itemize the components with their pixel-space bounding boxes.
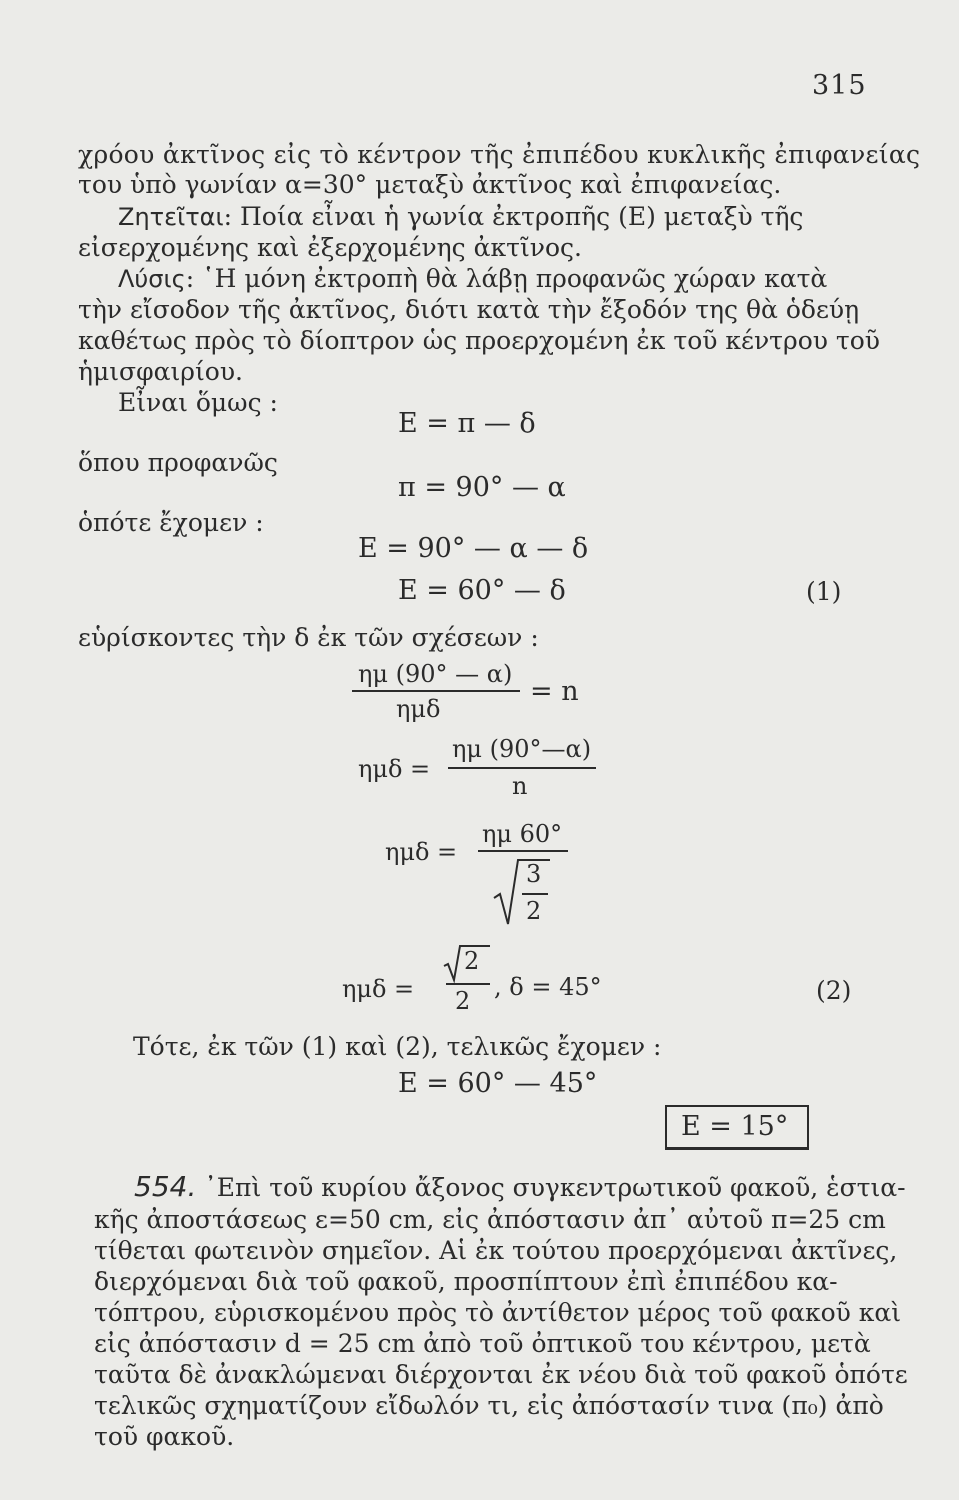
- frac3-lhs: ημδ =: [385, 838, 458, 866]
- frac1-denominator: ημδ: [396, 695, 441, 723]
- ztiteitai-text: : Ποία εἶναι ἡ γωνία ἐκτροπῆς (Ε) μεταξὺ τῆς: [223, 202, 804, 231]
- problem-number: 554.: [134, 1170, 197, 1203]
- equation-final: Ε = 60° — 45°: [398, 1068, 598, 1099]
- problem-line-5: τόπτρου, εὑρισκομένου πρὸς τὸ ἀντίθετον μέρος τοῦ φακοῦ καὶ: [94, 1298, 902, 1327]
- lysis-paragraph: [118, 264, 827, 294]
- frac1-numerator: ημ (90° — α): [358, 660, 513, 688]
- equation-pi: π = 90° — α: [398, 472, 566, 503]
- problem-line-2: κῆς ἀποστάσεως ε=50 cm, εἰς ἀπόστασιν ἀπ᾿ αὐτοῦ π=25 cm: [94, 1205, 886, 1234]
- lysis-heading: Λύσις: [118, 265, 186, 293]
- ztiteitai-heading: Ζητεῖται: [118, 203, 224, 231]
- equation-E-pi-delta: Ε = π — δ: [398, 408, 536, 439]
- lysis-text: : ῾Η μόνη ἐκτροπὴ θὰ λάβῃ προφανῶς χώραν κατὰ: [185, 264, 828, 293]
- frac4-bar: [446, 983, 490, 985]
- problem-line-9: τοῦ φακοῦ.: [94, 1422, 235, 1451]
- problem-line-3: τίθεται φωτεινὸν σημεῖον. Αἱ ἐκ τούτου προερχόμεναι ἀκτῖνες,: [94, 1236, 898, 1265]
- frac2-lhs: ημδ =: [358, 755, 431, 783]
- frac1-rhs: = n: [530, 676, 579, 707]
- result-box: [665, 1105, 809, 1150]
- lysis-line-3: ἡμισφαιρίου.: [78, 357, 243, 386]
- frac3-radical-numerator: 3: [526, 860, 542, 888]
- intro-line-1: χρόου ἀκτῖνος εἰς τὸ κέντρον τῆς ἐπιπέδου κυκλικῆς ἐπιφανείας: [78, 140, 921, 169]
- frac1-bar: [352, 690, 520, 692]
- opou-label: ὅπου προφανῶς: [78, 448, 278, 477]
- equation-E-60: Ε = 60° — δ: [398, 575, 566, 606]
- frac4-rhs: , δ = 45°: [494, 973, 602, 1001]
- opote-label: ὁπότε ἔχομεν :: [78, 508, 264, 537]
- problem-text-first: ᾿Επὶ τοῦ κυρίου ἄξονος συγκεντρωτικοῦ φακοῦ, ἑστια-: [204, 1173, 906, 1202]
- intro-line-2: του ὑπὸ γωνίαν α=30° μεταξὺ ἀκτῖνος καὶ ἐπιφανείας.: [78, 170, 782, 199]
- frac4-lhs: ημδ =: [342, 975, 415, 1003]
- frac2-denominator: n: [512, 772, 528, 800]
- einai-omos: Εἶναι ὅμως :: [118, 388, 278, 417]
- ztiteitai-line-2: εἰσερχομένης καὶ ἐξερχομένης ἀκτῖνος.: [78, 233, 582, 262]
- page-number: 315: [812, 70, 867, 101]
- heuriskontes-line: εὑρίσκοντες τὴν δ ἐκ τῶν σχέσεων :: [78, 623, 539, 652]
- tote-line: Τότε, ἐκ τῶν (1) καὶ (2), τελικῶς ἔχομεν :: [133, 1032, 662, 1061]
- frac3-radical-denominator: 2: [526, 897, 542, 925]
- equation-label-2: (2): [816, 976, 852, 1005]
- lysis-line-1: τὴν εἴσοδον τῆς ἀκτῖνος, διότι κατὰ τὴν ἔξοδόν της θὰ ὁδεύῃ: [78, 295, 860, 324]
- problem-line-8: τελικῶς σχηματίζουν εἴδωλόν τι, εἰς ἀπόστασίν τινα (π₀) ἀπὸ: [94, 1391, 884, 1420]
- result-value: Ε = 15°: [681, 1111, 789, 1142]
- lysis-line-2: καθέτως πρὸς τὸ δίοπτρον ὡς προερχομένη ἐκ τοῦ κέντρου τοῦ: [78, 326, 880, 355]
- frac4-denominator: 2: [455, 987, 471, 1015]
- ztiteitai-paragraph: [118, 202, 803, 232]
- problem-line-7: ταῦτα δὲ ἀνακλώμεναι διέρχονται ἐκ νέου διὰ τοῦ φακοῦ ὁπότε: [94, 1360, 908, 1389]
- frac3-bar: [478, 850, 568, 852]
- problem-line-4: διερχόμεναι διὰ τοῦ φακοῦ, προσπίπτουν ἐπὶ ἐπιπέδου κα-: [94, 1267, 838, 1296]
- problem-line-6: εἰς ἀπόστασιν d = 25 cm ἀπὸ τοῦ ὀπτικοῦ του κέντρου, μετὰ: [94, 1329, 871, 1358]
- frac3-radical-bar: [522, 893, 548, 895]
- equation-label-1: (1): [806, 577, 842, 606]
- equation-E-90: Ε = 90° — α — δ: [358, 533, 589, 564]
- frac2-bar: [448, 767, 596, 769]
- frac2-numerator: ημ (90°—α): [452, 735, 592, 763]
- problem-554-first-line: [134, 1172, 906, 1203]
- frac4-radical-value: 2: [464, 947, 480, 975]
- frac3-numerator: ημ 60°: [482, 820, 563, 848]
